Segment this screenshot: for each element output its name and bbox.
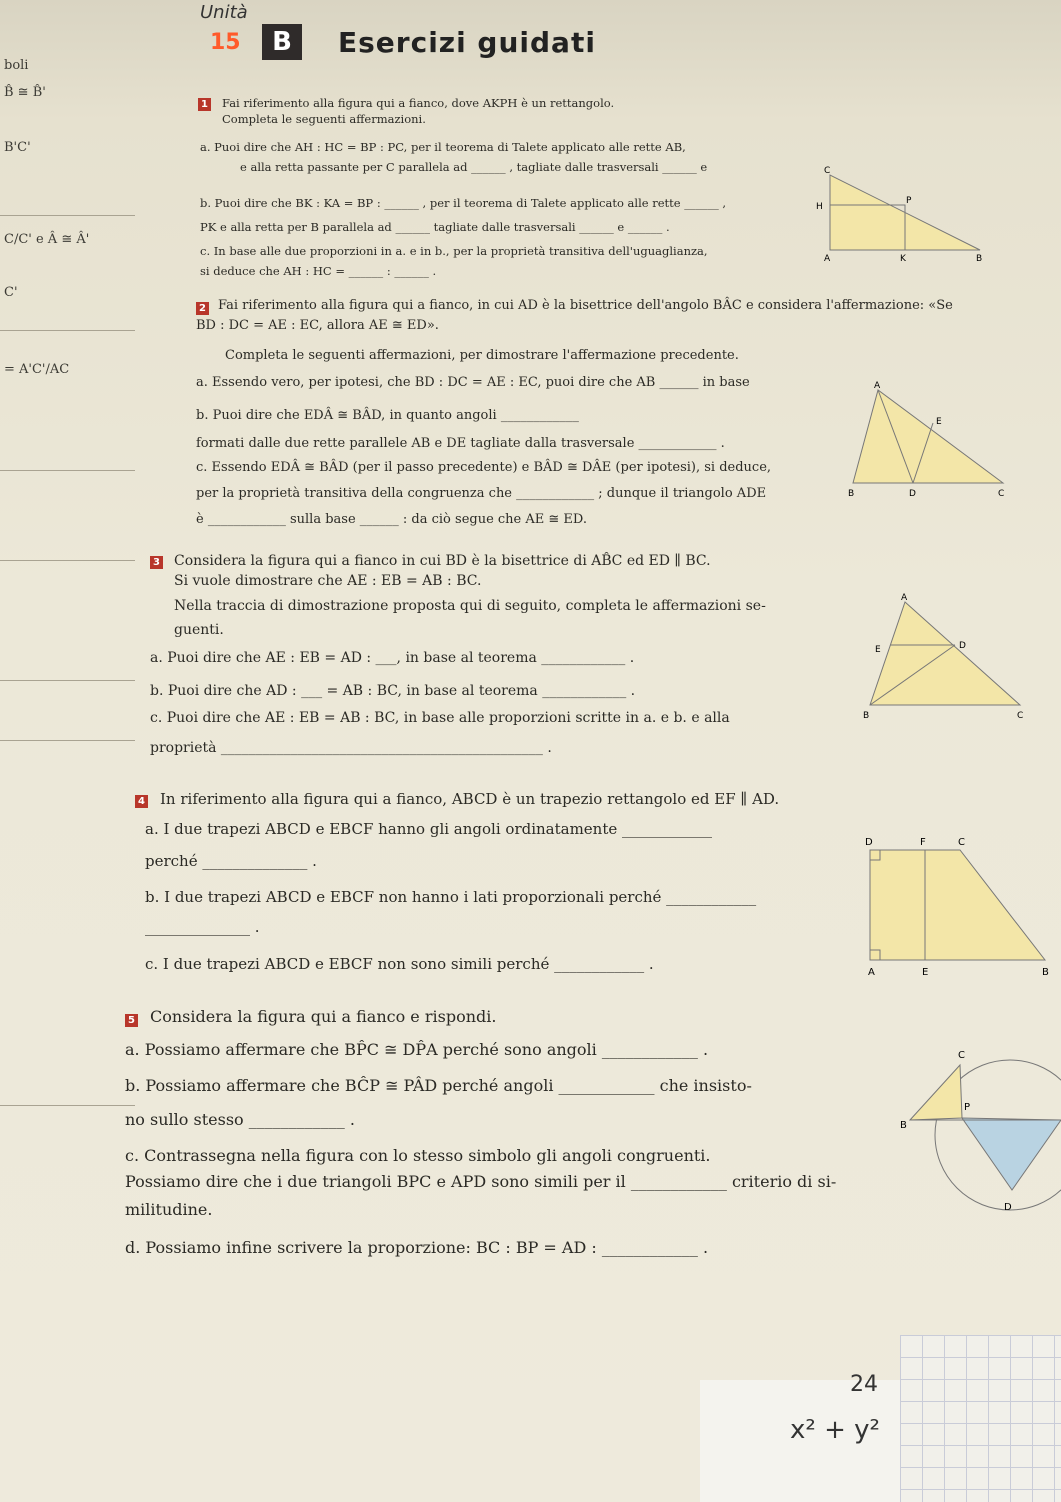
handwritten-number: 24 [850,1372,878,1397]
vertex-label: E [875,645,881,655]
vertex-label: B [900,1120,907,1131]
statement: c. Contrassegna nella figura con lo stesso simbolo gli angoli congruenti. [125,1146,711,1165]
figure-circle-chords [900,1040,1061,1215]
statement: perché ______________ . [145,852,317,870]
left-fragment: = A'C'/AC [4,362,70,377]
vertex-label: C [1017,711,1024,721]
left-fragment: B̂ ≅ B̂' [4,85,46,100]
statement: proprietà ______________________________________________ . [150,740,552,756]
statement: è ____________ sulla base ______ : da ciò segue che AE ≅ ED. [196,512,587,527]
statement: no sullo stesso ____________ . [125,1110,355,1129]
statement: si deduce che AH : HC = ______ : ______ . [200,264,437,278]
instruction: Considera la figura qui a fianco in cui BD è la bisettrice di AB̂C ed ED ∥ BC. [174,553,711,569]
statement: b. Possiamo affermare che BĈP ≅ PÂD perché angoli ____________ che insisto- [125,1076,752,1095]
exercise-number: 4 [135,790,154,808]
unit-label: Unità [200,2,248,23]
figure-rectangle-triangle [810,165,995,265]
vertex-label: D [909,489,916,499]
handwritten-formula: x² + y² [790,1415,880,1445]
instruction: Fai riferimento alla figura qui a fianco, dove AKPH è un rettangolo. [222,96,615,110]
vertex-label: B [863,711,870,721]
vertex-label: A [868,967,875,978]
instruction: Considera la figura qui a fianco e rispondi. [150,1007,497,1026]
statement: ______________ . [145,918,260,936]
vertex-label: C [998,489,1005,499]
statement: a. Essendo vero, per ipotesi, che BD : DC = AE : EC, puoi dire che AB ______ in base [196,375,750,390]
left-fragment: B'C' [4,140,31,155]
left-page-fragments [0,50,140,1110]
instruction: In riferimento alla figura qui a fianco, ABCD è un trapezio rettangolo ed EF ∥ AD. [160,790,780,808]
left-fragment: boli [4,58,29,73]
section-letter: B [262,24,302,60]
instruction: Nella traccia di dimostrazione proposta qui di seguito, completa le affermazioni se- [174,598,766,614]
vertex-label: B [1042,967,1049,978]
vertex-label: P [964,1102,971,1113]
vertex-label: B [848,489,855,499]
statement: a. Possiamo affermare che BP̂C ≅ DP̂A perché sono angoli ____________ . [125,1040,709,1059]
statement: b. I due trapezi ABCD e EBCF non hanno i lati proporzionali perché ____________ [145,888,757,906]
exercise-number: 3 [150,553,169,569]
statement: per la proprietà transitiva della congruenza che ____________ ; dunque il triangolo ADE [196,486,767,501]
vertex-label: C [824,166,831,176]
statement: c. Essendo EDÂ ≅ BÂD (per il passo precedente) e BÂD ≅ DÂE (per ipotesi), si deduce, [196,460,772,475]
vertex-label: A [874,381,881,391]
vertex-label: C [958,837,965,848]
vertex-label: B [976,254,983,264]
grid-notebook [900,1335,1061,1502]
statement: Possiamo dire che i due triangoli BPC e APD sono simili per il ____________ criterio di si- [125,1172,837,1191]
instruction: BD : DC = AE : EC, allora AE ≅ ED». [196,318,439,333]
statement: b. Puoi dire che AD : ___ = AB : BC, in base al teorema ____________ . [150,683,636,699]
statement: d. Possiamo infine scrivere la proporzione: BC : BP = AD : ____________ . [125,1238,709,1257]
exercise-number: 5 [125,1008,144,1027]
statement: militudine. [125,1200,213,1219]
vertex-label: D [1004,1202,1012,1213]
statement: c. In base alle due proporzioni in a. e in b., per la proprietà transitiva dell'uguaglianza, [200,244,708,258]
vertex-label: H [816,202,823,212]
vertex-label: E [922,967,929,978]
statement: a. I due trapezi ABCD e EBCF hanno gli angoli ordinatamente ____________ [145,820,713,838]
statement: b. Puoi dire che EDÂ ≅ BÂD, in quanto angoli ____________ [196,408,579,423]
instruction: Fai riferimento alla figura qui a fianco, in cui AD è la bisettrice dell'angolo BÂC e considera l'affermazione: «Se [218,298,953,313]
statement: e alla retta passante per C parallela ad ______ , tagliate dalle trasversali ______ e [240,160,708,174]
unit-number: 15 [210,30,241,55]
statement: b. Puoi dire che BK : KA = BP : ______ , per il teorema di Talete applicato alle rette ______ , [200,196,727,210]
vertex-label: F [920,837,926,848]
left-fragment: C' [4,285,18,300]
instruction: guenti. [174,622,224,638]
statement: c. Puoi dire che AE : EB = AB : BC, in base alle proporzioni scritte in a. e b. e alla [150,710,730,726]
section-title: Esercizi guidati [338,26,596,59]
vertex-label: D [959,641,966,651]
statement: PK e alla retta per B parallela ad ______ tagliate dalle trasversali ______ e ______ . [200,220,670,234]
instruction: Completa le seguenti affermazioni, per dimostrare l'affermazione precedente. [225,348,739,363]
statement: a. Puoi dire che AH : HC = BP : PC, per il teorema di Talete applicato alle rette AB, [200,140,686,154]
vertex-label: A [824,254,831,264]
vertex-label: A [901,593,908,603]
instruction: Completa le seguenti affermazioni. [222,112,426,126]
instruction: Si vuole dimostrare che AE : EB = AB : BC. [174,573,482,589]
exercise-number: 2 [196,300,215,315]
figure-triangle-bisector [838,378,1018,503]
vertex-label: E [936,417,942,427]
figure-triangle-parallel [855,590,1035,725]
exercise-number: 1 [198,96,217,111]
statement: formati dalle due rette parallele AB e DE tagliate dalla trasversale ____________ . [196,436,725,451]
statement: a. Puoi dire che AE : EB = AD : ___, in base al teorema ____________ . [150,650,635,666]
vertex-label: C [958,1050,965,1061]
figure-trapezoid [860,835,1055,980]
vertex-label: K [900,254,906,264]
statement: c. I due trapezi ABCD e EBCF non sono simili perché ____________ . [145,955,654,973]
vertex-label: D [865,837,873,848]
vertex-label: P [906,196,912,206]
left-fragment: C/C' e Â ≅ Â' [4,232,90,247]
